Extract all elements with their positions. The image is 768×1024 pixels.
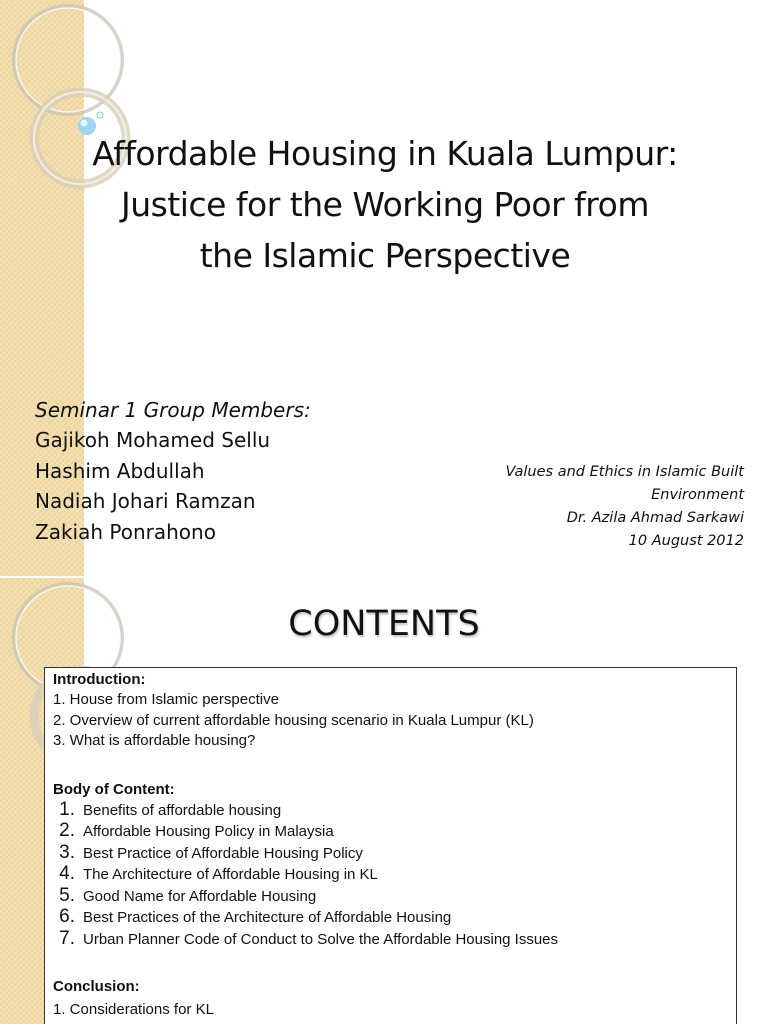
list-number: 6. [59, 906, 75, 928]
list-number: 4. [59, 863, 75, 885]
title-line: the Islamic Perspective [199, 236, 571, 275]
list-number: 2. [59, 820, 75, 842]
list-number: 5. [59, 884, 75, 906]
list-item [53, 929, 728, 951]
list-text: Urban Planner Code of Conduct to Solve the Affordable Housing Issues [83, 931, 559, 949]
list-number: 7. [59, 928, 75, 950]
list-item: 2. Overview of current affordable housing scenario in Kuala Lumpur (KL) [53, 711, 534, 729]
members-heading: Seminar 1 Group Members: [35, 398, 311, 422]
list-item [53, 907, 728, 929]
contents-slide [0, 578, 768, 1024]
list-text: Good Name for Affordable Housing [83, 887, 317, 905]
list-item: 3. What is affordable housing? [53, 732, 256, 749]
title-line: Justice for the Working Poor from [121, 185, 649, 224]
course-line: 10 August 2012 [628, 533, 744, 549]
list-number: 1. [59, 798, 75, 820]
list-text: The Architecture of Affordable Housing in KL [83, 866, 378, 884]
list-text: Affordable Housing Policy in Malaysia [83, 823, 334, 841]
course-line: Dr. Azila Ahmad Sarkawi [566, 510, 744, 526]
course-info [444, 461, 744, 553]
group-members [35, 395, 415, 547]
table-of-contents [44, 667, 737, 1024]
title-line: Affordable Housing in Kuala Lumpur: [92, 134, 678, 173]
body-heading: Body of Content: [53, 780, 175, 798]
list-item [53, 843, 728, 865]
course-line: Environment [651, 487, 744, 503]
list-text: Best Practices of the Architecture of Affordable Housing [83, 909, 452, 927]
list-item [53, 864, 728, 886]
list-item [53, 800, 728, 822]
list-item [53, 886, 728, 908]
list-item: 1. House from Islamic perspective [53, 691, 279, 708]
member-name: Nadiah Johari Ramzan [35, 489, 256, 513]
list-item: 1. Considerations for KL [53, 1000, 214, 1018]
contents-heading: CONTENTS [288, 604, 480, 644]
course-line: Values and Ethics in Islamic Built [505, 464, 744, 480]
conclusion-heading: Conclusion: [53, 977, 140, 995]
member-name: Hashim Abdullah [35, 458, 205, 483]
member-name: Gajikoh Mohamed Sellu [35, 428, 271, 452]
list-number: 3. [59, 841, 75, 863]
list-text: Best Practice of Affordable Housing Policy [83, 844, 363, 862]
member-name: Zakiah Ponrahono [35, 519, 216, 544]
introduction-heading: Introduction: [53, 671, 146, 688]
list-text: Benefits of affordable housing [83, 801, 282, 819]
list-item [53, 821, 728, 843]
presentation-title [40, 128, 730, 281]
